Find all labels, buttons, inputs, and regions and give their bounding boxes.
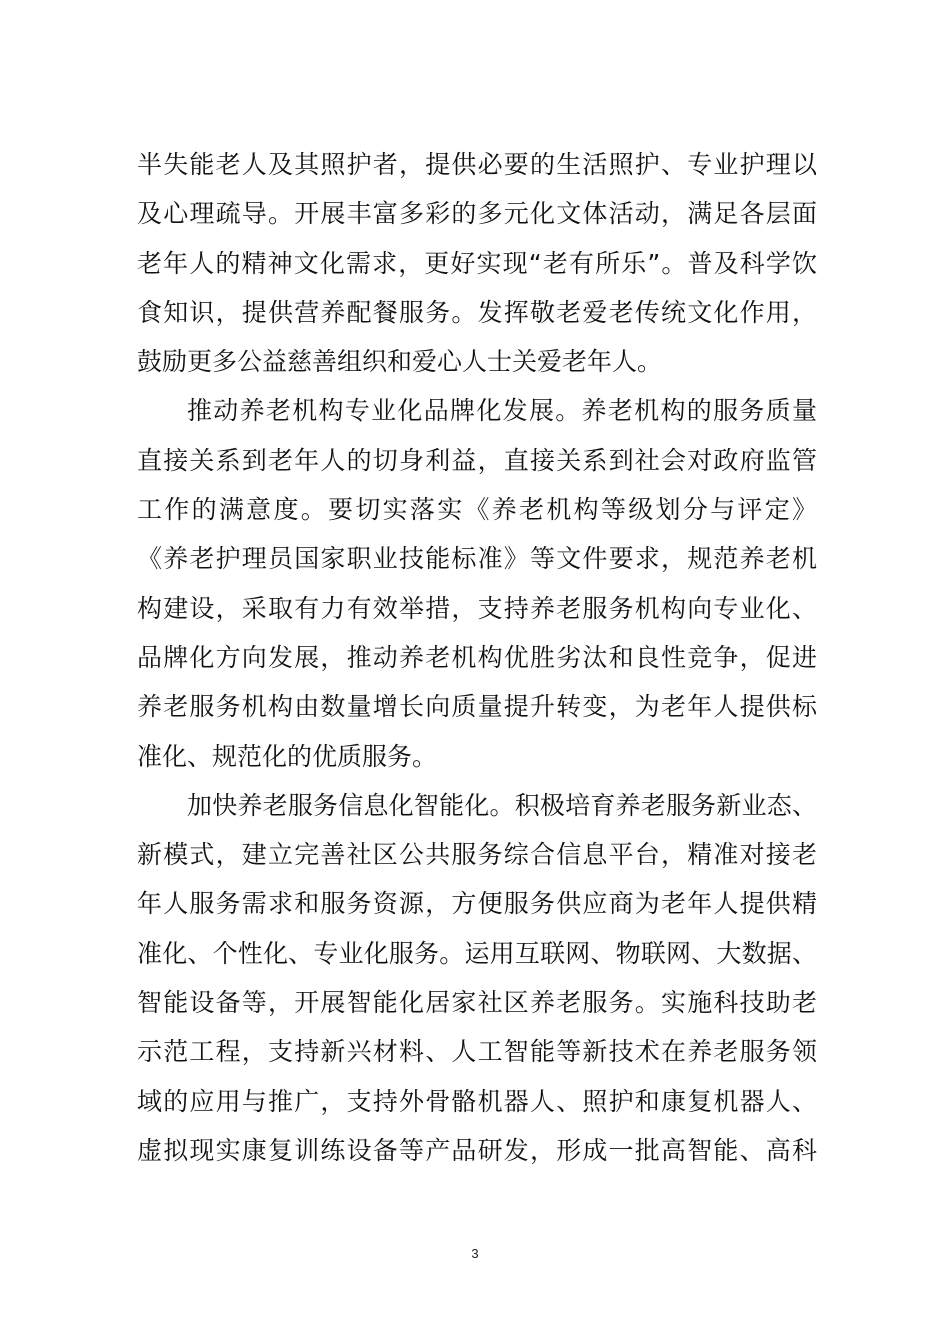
paragraph-2-line-7: 养老服务机构由数量增长向质量提升转变，为老年人提供标: [137, 692, 817, 722]
paragraph-2-line-2: 直接关系到老年人的切身利益，直接关系到社会对政府监管: [137, 445, 817, 475]
paragraph-3-line-5: 智能设备等，开展智能化居家社区养老服务。实施科技助老: [137, 988, 817, 1018]
paragraph-1-line-2: 及心理疏导。开展丰富多彩的多元化文体活动，满足各层面: [137, 199, 817, 229]
paragraph-1-line-1: 半失能老人及其照护者，提供必要的生活照护、专业护理以: [137, 150, 817, 179]
paragraph-3-line-4: 准化、个性化、专业化服务。运用互联网、物联网、大数据、: [137, 938, 817, 968]
paragraph-2-line-8: 准化、规范化的优质服务。: [137, 741, 438, 771]
paragraph-2-line-4: 《养老护理员国家职业技能标准》等文件要求，规范养老机: [137, 544, 817, 574]
paragraph-2-line-1: 推动养老机构专业化品牌化发展。养老机构的服务质量: [187, 396, 817, 426]
paragraph-1-line-5: 鼓励更多公益慈善组织和爱心人士关爱老年人。: [137, 347, 663, 377]
paragraph-3-line-3: 年人服务需求和服务资源，方便服务供应商为老年人提供精: [137, 889, 817, 919]
document-body: [137, 140, 817, 1175]
paragraph-2-line-3: 工作的满意度。要切实落实《养老机构等级划分与评定》: [137, 495, 817, 525]
paragraph-1-line-4: 食知识，提供营养配餐服务。发挥敬老爱老传统文化作用，: [137, 297, 817, 327]
paragraph-3-line-7: 域的应用与推广，支持外骨骼机器人、照护和康复机器人、: [137, 1086, 817, 1116]
paragraph-2-line-5: 构建设，采取有力有效举措，支持养老服务机构向专业化、: [137, 593, 817, 623]
paragraph-3-line-6: 示范工程，支持新兴材料、人工智能等新技术在养老服务领: [137, 1037, 817, 1067]
paragraph-3-line-2: 新模式，建立完善社区公共服务综合信息平台，精准对接老: [137, 840, 817, 870]
paragraph-1-line-3: 老年人的精神文化需求，更好实现“老有所乐”。普及科学饮: [137, 248, 817, 278]
paragraph-3-line-8: 虚拟现实康复训练设备等产品研发，形成一批高智能、高科: [137, 1135, 817, 1165]
page-number: 3: [471, 1246, 479, 1261]
paragraph-2-line-6: 品牌化方向发展，推动养老机构优胜劣汰和良性竞争，促进: [137, 642, 817, 672]
paragraph-3-line-1: 加快养老服务信息化智能化。积极培育养老服务新业态、: [187, 790, 817, 820]
